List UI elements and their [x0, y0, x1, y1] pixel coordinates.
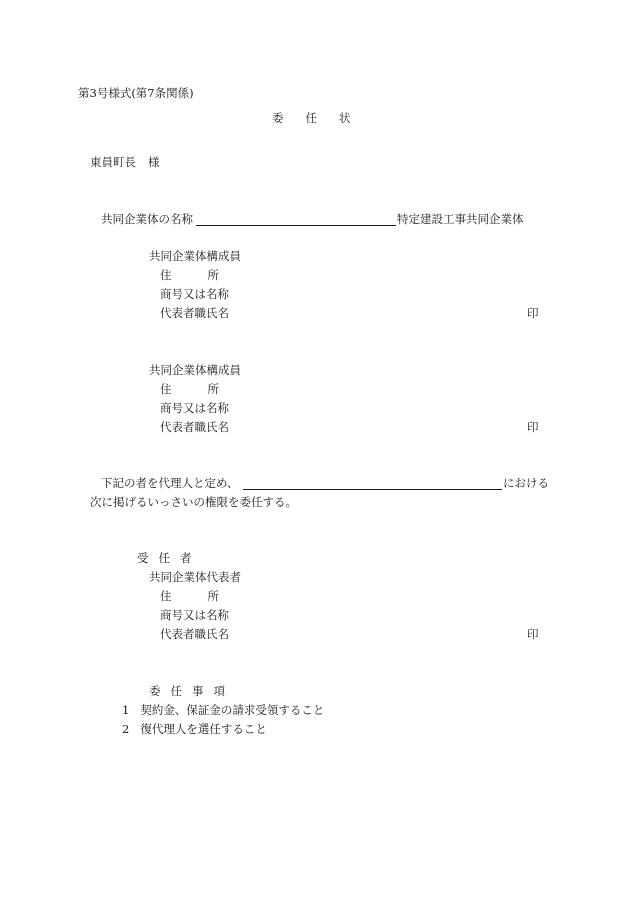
matters-heading	[149, 684, 225, 698]
member-2-rep: 代表者職氏名	[160, 420, 229, 434]
member-2-address-char-2: 所	[207, 382, 219, 396]
matters-heading-char-3: 事	[192, 684, 204, 698]
agent-company: 商号又は名称	[160, 608, 229, 622]
addressee	[90, 155, 160, 169]
member-1-address-char-1: 住	[160, 268, 172, 282]
member-2-address	[160, 382, 219, 396]
jv-name-label: 共同企業体の名称	[101, 212, 193, 226]
agent-address	[160, 589, 219, 603]
agent-heading-char-2: 任	[158, 551, 170, 565]
agent-address-char-2: 所	[207, 589, 219, 603]
matter-item-1	[122, 703, 324, 717]
member-1-address	[160, 268, 219, 282]
matters-heading-char-4: 項	[213, 684, 225, 698]
agent-heading	[137, 551, 192, 565]
matters-heading-char-1: 委	[149, 684, 161, 698]
agent-seal: 印	[527, 627, 539, 641]
body-contract-blank	[243, 489, 502, 490]
jv-name-blank	[196, 225, 396, 226]
member-1-heading: 共同企業体構成員	[149, 249, 241, 263]
body-line-2: 次に掲げるいっさいの権限を委任する。	[90, 495, 297, 509]
agent-role: 共同企業体代表者	[149, 570, 241, 584]
member-2-heading: 共同企業体構成員	[149, 363, 241, 377]
title-char-3: 状	[339, 111, 351, 125]
addressee-honorific: 様	[148, 155, 160, 169]
matter-item-1-number: 1	[122, 703, 130, 717]
member-1-address-char-2: 所	[207, 268, 219, 282]
matter-item-2	[122, 722, 267, 736]
member-2-address-char-1: 住	[160, 382, 172, 396]
matter-item-2-text: 復代理人を選任すること	[140, 722, 267, 736]
agent-heading-char-3: 者	[180, 551, 192, 565]
addressee-name: 東員町長	[90, 155, 136, 169]
matters-heading-char-2: 任	[170, 684, 182, 698]
body-line-1-prefix: 下記の者を代理人と定め、	[101, 476, 239, 490]
document-title	[272, 111, 351, 125]
jv-name-suffix: 特定建設工事共同企業体	[397, 212, 524, 226]
agent-rep: 代表者職氏名	[160, 627, 229, 641]
body-line-1-suffix: における	[503, 476, 549, 490]
matter-item-2-number: 2	[122, 722, 130, 736]
title-char-2: 任	[305, 111, 317, 125]
member-2-seal: 印	[527, 420, 539, 434]
form-number: 第3号様式(第7条関係)	[78, 86, 194, 100]
member-2-company: 商号又は名称	[160, 401, 229, 415]
matter-item-1-text: 契約金、保証金の請求受領すること	[140, 703, 325, 717]
member-1-rep: 代表者職氏名	[160, 306, 229, 320]
member-1-seal: 印	[527, 306, 539, 320]
title-char-1: 委	[272, 111, 284, 125]
agent-address-char-1: 住	[160, 589, 172, 603]
agent-heading-char-1: 受	[137, 551, 149, 565]
member-1-company: 商号又は名称	[160, 287, 229, 301]
